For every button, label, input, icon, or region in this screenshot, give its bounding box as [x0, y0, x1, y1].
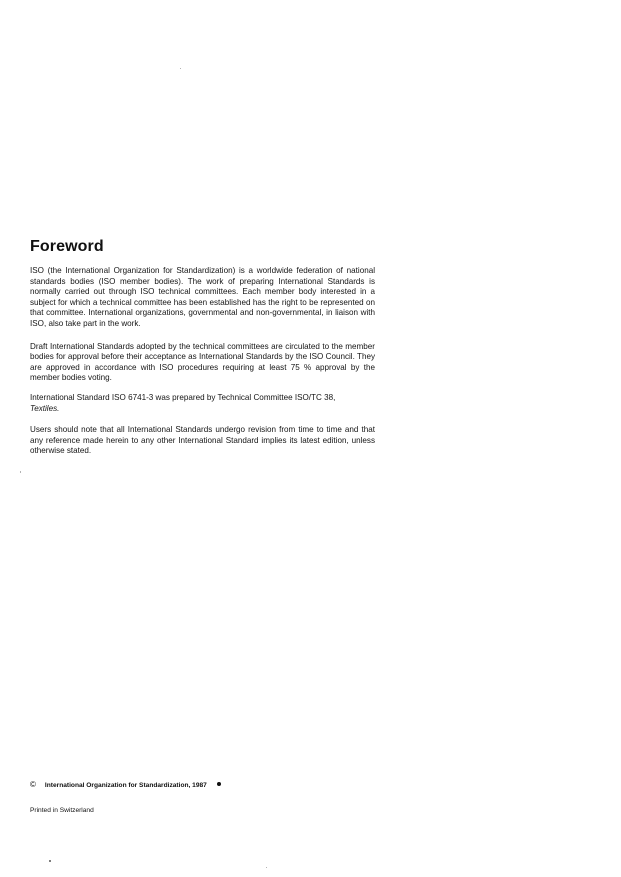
prepared-by-text: International Standard ISO 6741-3 was prepared by Technical Committee ISO/TC 38, — [30, 392, 336, 402]
copyright-symbol: © — [30, 780, 36, 789]
scan-speck — [180, 68, 181, 69]
paragraph-iso-intro: ISO (the International Organization for Standardization) is a worldwide federation of national standards bodies (ISO member bodies). The work of preparing International Standards is normally carried out through ISO technical committees. Each member body interested in a subject for which a technical committee has been established has the right to be represented on that committee. International organizations, governmental and non-governmental, in liaison with ISO, also take part in the work. — [30, 266, 375, 328]
paragraph-prepared-by — [30, 393, 375, 414]
paragraph-draft-standards: Draft International Standards adopted by the technical committees are circulated to the member bodies for approval before their acceptance as International Standards by the ISO Council. They are approved in accordance with ISO procedures requiring at least 75 % approval by the member bodies voting. — [30, 341, 375, 383]
scan-speck — [20, 471, 21, 473]
copyright-line — [30, 780, 221, 789]
bullet-dot-icon — [217, 782, 221, 786]
copyright-text: International Organization for Standardization, 1987 — [44, 782, 207, 789]
printed-in-line: Printed in Switzerland — [30, 807, 94, 814]
paragraph-revision-note: Users should note that all International Standards undergo revision from time to time and that any reference made herein to any other International Standard implies its latest edition, unless otherwise stated. — [30, 425, 375, 456]
foreword-body — [30, 266, 375, 467]
committee-name: Textiles. — [30, 403, 60, 413]
scan-speck — [266, 867, 267, 868]
scan-speck — [49, 860, 51, 862]
page-title: Foreword — [30, 238, 104, 255]
